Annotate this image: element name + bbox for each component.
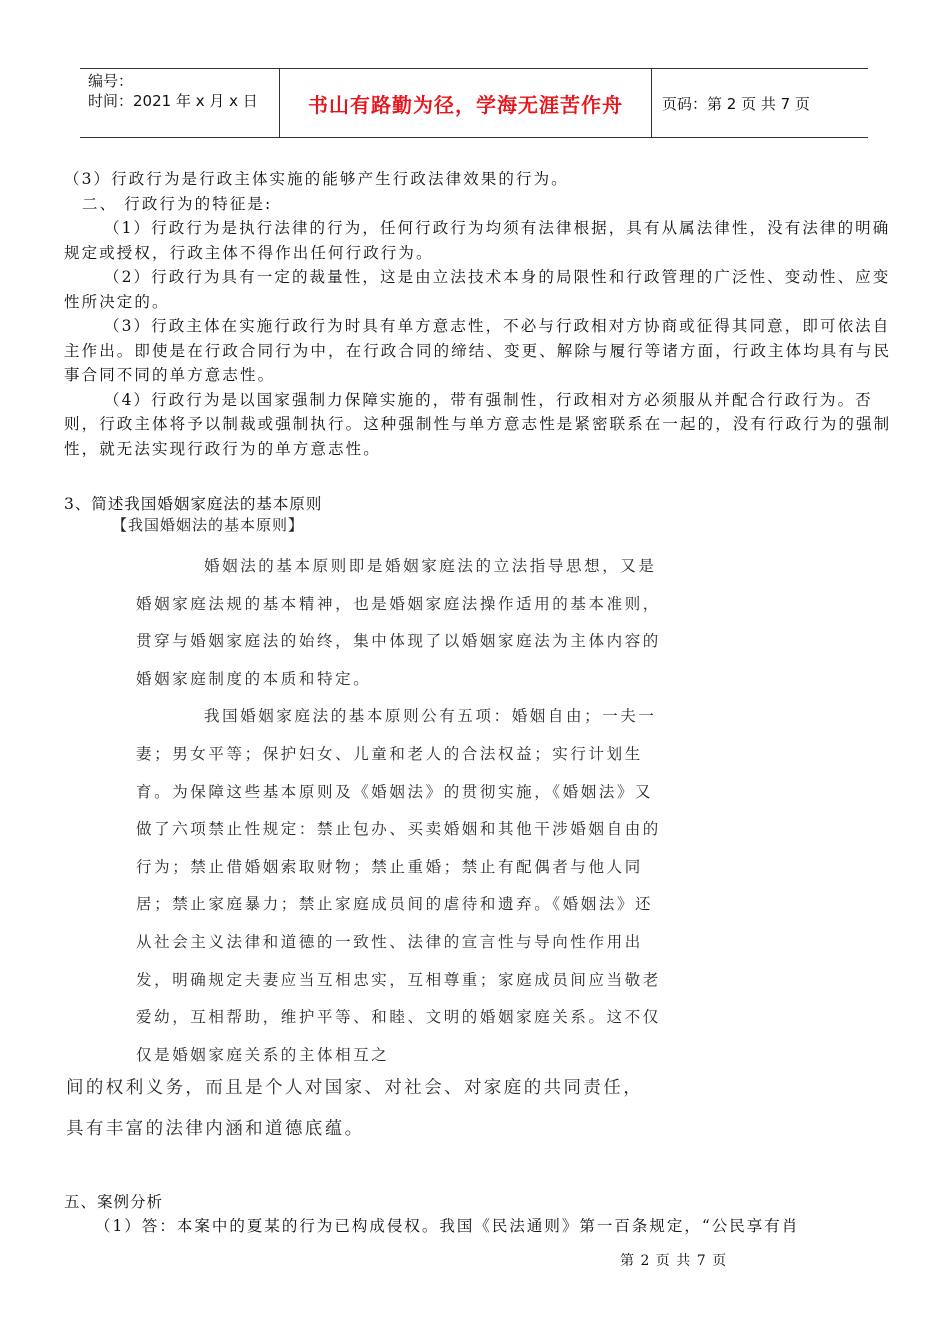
header-motto-cell: [280, 69, 652, 137]
header-meta: [80, 69, 280, 137]
marriage-para-3: 间的权利义务，而且是个人对国家、对社会、对家庭的共同责任，具有丰富的法律内涵和道德底蕴。: [66, 1078, 644, 1139]
page-footer: 第 2 页 共 7 页: [620, 1253, 728, 1269]
admin-feature-2: （2）行政行为具有一定的裁量性，这是由立法技术本身的局限性和行政管理的广泛性、变动性、应变性所决定的。: [64, 268, 891, 311]
page-header: [80, 68, 868, 138]
header-page-info: [652, 69, 868, 137]
marriage-question: 3、简述我国婚姻家庭法的基本原则: [64, 495, 323, 513]
marriage-para-1: 婚姻法的基本原则即是婚姻家庭法的立法指导思想，又是婚姻家庭法规的基本精神，也是婚姻家庭法操作适用的基本准则，贯穿与婚姻家庭法的始终，集中体现了以婚姻家庭法为主体内容的婚姻家庭制度的本质和特定。: [136, 557, 661, 688]
admin-point-3: （3）行政行为是行政主体实施的能够产生行政法律效果的行为。: [64, 170, 569, 188]
date-line: 时间：2021 年 x 月 x 日: [88, 92, 258, 110]
motto-text: 书山有路勤为径，学海无涯苦作舟: [308, 92, 623, 117]
code-label: 编号：: [88, 72, 134, 90]
page-info-text: 页码：第 2 页 共 7 页: [662, 94, 810, 113]
marriage-scan-block: [136, 548, 666, 1074]
admin-feature-4: （4）行政行为是以国家强制力保障实施的，带有强制性，行政相对方必须服从并配合行政行为。否则，行政主体将予以制裁或强制执行。这种强制性与单方意志性是紧密联系在一起的，没有行政行为的强制性，就无法实现行政行为的单方意志性。: [64, 390, 892, 458]
admin-section: [64, 167, 894, 461]
case-heading: 五、案例分析: [64, 1193, 164, 1211]
marriage-scan-tail: [66, 1068, 646, 1150]
admin-feature-1: （1）行政行为是执行法律的行为，任何行政行为均须有法律根据，具有从属法律性，没有法律的明确规定或授权，行政主体不得作出任何行政行为。: [64, 219, 891, 262]
admin-features-heading: 二、 行政行为的特征是:: [82, 194, 273, 213]
marriage-para-2: 我国婚姻家庭法的基本原则公有五项：婚姻自由；一夫一妻；男女平等；保护妇女、儿童和老人的合法权益；实行计划生育。为保障这些基本原则及《婚姻法》的贯彻实施，《婚姻法》又做了六项禁止性规定：禁止包办、买卖婚姻和其他干涉婚姻自由的行为；禁止借婚姻索取财物；禁止重婚；禁止有配偶者与他人同居；禁止家庭暴力；禁止家庭成员间的虐待和遗弃。《婚姻法》还从社会主义法律和道德的一致性、法律的宣言性与导向性作用出发，明确规定夫妻应当互相忠实，互相尊重；家庭成员间应当敬老爱幼，互相帮助，维护平等、和睦、文明的婚姻家庭关系。这不仅仅是婚姻家庭关系的主体相互之: [136, 707, 661, 1064]
marriage-subtitle: 【我国婚姻法的基本原则】: [112, 516, 305, 534]
admin-feature-3: （3）行政主体在实施行政行为时具有单方意志性，不必与行政相对方协商或征得其同意，即可依法自主作出。即使是在行政合同行为中，在行政合同的缔结、变更、解除与履行等诸方面，行政主体均具有与民事合同不同的单方意志性。: [64, 317, 892, 384]
case-answer: （1）答：本案中的夏某的行为已构成侵权。我国《民法通则》第一百条规定，“公民享有肖: [95, 1217, 800, 1235]
